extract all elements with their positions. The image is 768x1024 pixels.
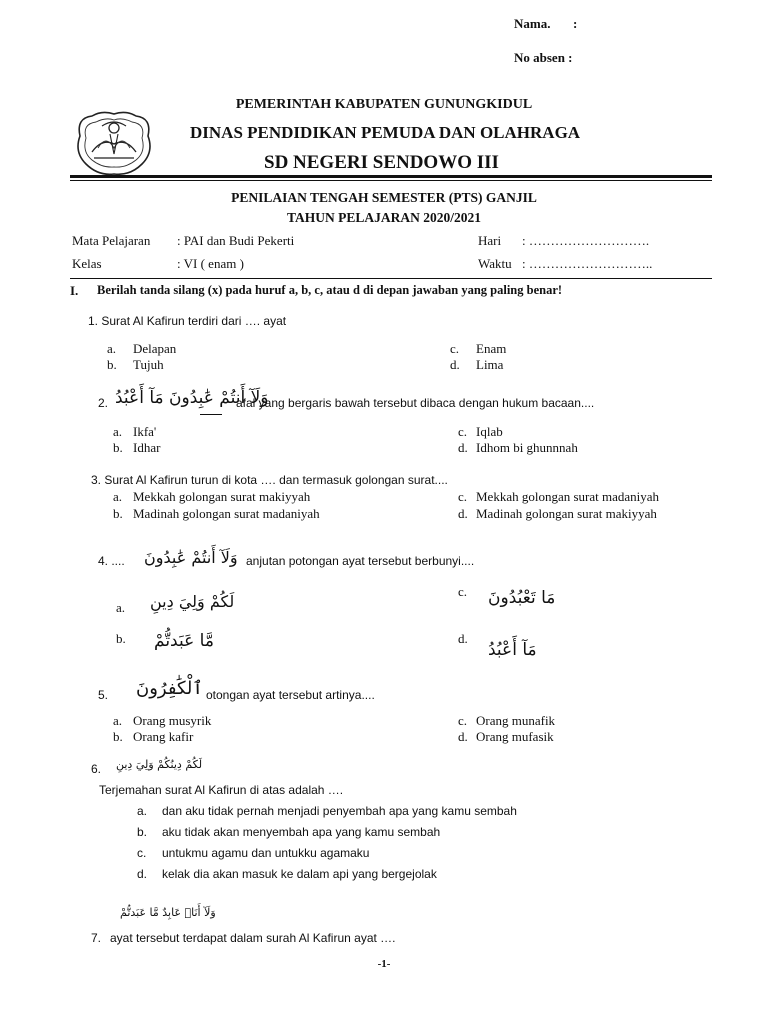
header-rule-thin — [70, 180, 712, 181]
q5-d-label: d. — [458, 729, 468, 744]
q7-text: ayat tersebut terdapat dalam surah Al Kafirun ayat …. — [110, 931, 396, 945]
q5-b-label: b. — [113, 729, 123, 744]
q3-c-label: c. — [458, 489, 468, 504]
header-government: PEMERINTAH KABUPATEN GUNUNGKIDUL — [235, 97, 533, 112]
q5-option-c: Orang munafik — [476, 713, 556, 728]
q2-option-c: Iqlab — [476, 424, 503, 439]
q2-number: 2. — [98, 396, 109, 410]
q3-b-label: b. — [113, 506, 123, 521]
q5-arabic: ٱلْكَٰفِرُونَ — [136, 678, 203, 699]
absen-label: No absen : — [514, 50, 573, 65]
section-number: I. — [70, 283, 79, 298]
q7-number: 7. — [91, 931, 102, 945]
q4-d-label: d. — [458, 631, 468, 646]
q4-c-label: c. — [458, 584, 468, 599]
q3-option-a: Mekkah golongan surat makiyyah — [133, 489, 311, 504]
q6-arabic: لَكُمْ دِينُكُمْ وَلِيَ دِينِ — [116, 758, 203, 771]
header-rule-thick — [70, 175, 712, 178]
q1-option-d: Lima — [476, 357, 504, 372]
q2-option-d: Idhom bi ghunnnah — [476, 440, 578, 455]
q1-option-b: Tujuh — [133, 357, 164, 372]
q2-c-label: c. — [458, 424, 468, 439]
q5-option-a: Orang musyrik — [133, 713, 212, 728]
q3-d-label: d. — [458, 506, 468, 521]
q5-text: otongan ayat tersebut artinya.... — [206, 688, 375, 702]
subject-value: : PAI dan Budi Pekerti — [177, 233, 295, 248]
q3-a-label: a. — [113, 489, 123, 504]
q2-option-a: Ikfa' — [133, 424, 157, 439]
q5-option-b: Orang kafir — [133, 729, 194, 744]
header-school: SD NEGERI SENDOWO III — [264, 152, 499, 173]
q3-option-c: Mekkah golongan surat madaniyah — [476, 489, 660, 504]
q6-option-a: dan aku tidak pernah menjadi penyembah apa yang kamu sembah — [162, 804, 517, 818]
exam-title: PENILAIAN TENGAH SEMESTER (PTS) GANJIL — [231, 190, 537, 205]
day-label: Hari — [478, 233, 502, 248]
subject-label: Mata Pelajaran — [72, 233, 151, 248]
q4-a-label: a. — [116, 600, 126, 615]
q6-text: Terjemahan surat Al Kafirun di atas adalah …. — [99, 783, 344, 797]
name-label: Nama. — [514, 16, 551, 31]
q4-option-d: مَآ أَعْبُدُ — [488, 640, 537, 660]
page-number: -1- — [377, 958, 391, 970]
q4-text: anjutan potongan ayat tersebut berbunyi.... — [246, 554, 475, 568]
class-value: : VI ( enam ) — [177, 256, 244, 271]
q1-d-label: d. — [450, 357, 460, 372]
time-value: : ……………………….. — [522, 256, 653, 271]
time-label: Waktu — [478, 256, 512, 271]
q2-arabic: وَلَآ أَنتُمْ عَٰبِدُونَ مَآ أَعْبُدُ — [115, 388, 269, 408]
class-label: Kelas — [72, 256, 102, 271]
name-colon: : — [573, 16, 578, 31]
q3-option-d: Madinah golongan surat makiyyah — [476, 506, 657, 521]
q4-option-b: مَّا عَبَدتُّمْ — [154, 631, 214, 651]
q5-a-label: a. — [113, 713, 123, 728]
q2-option-b: Idhar — [133, 440, 161, 455]
q5-c-label: c. — [458, 713, 468, 728]
q7-arabic: وَلَآ أَنَا۠ عَابِدٌ مَّا عَبَدتُّمْ — [120, 906, 216, 919]
q2-text: afal yang bergaris bawah tersebut dibaca dengan hukum bacaan.... — [236, 396, 595, 410]
info-rule — [70, 278, 712, 279]
q2-d-label: d. — [458, 440, 468, 455]
q6-number: 6. — [91, 762, 102, 776]
q6-option-c: untukmu agamu dan untukku agamaku — [162, 846, 370, 860]
day-value: : ………………………. — [522, 233, 650, 248]
q4-number: 4. .... — [98, 554, 125, 568]
q1-a-label: a. — [107, 341, 117, 356]
q2-underline — [200, 414, 222, 415]
q6-option-d: kelak dia akan masuk ke dalam api yang bergejolak — [162, 867, 437, 881]
q1-b-label: b. — [107, 357, 117, 372]
question-1: 1. Surat Al Kafirun terdiri dari …. ayat — [88, 314, 287, 328]
question-3: 3. Surat Al Kafirun turun di kota …. dan termasuk golongan surat.... — [91, 473, 448, 487]
q6-d-label: d. — [137, 867, 148, 881]
q1-option-a: Delapan — [133, 341, 177, 356]
q1-c-label: c. — [450, 341, 460, 356]
q3-option-b: Madinah golongan surat madaniyah — [133, 506, 320, 521]
section-instruction: Berilah tanda silang (x) pada huruf a, b, c, atau d di depan jawaban yang paling benar! — [97, 283, 563, 297]
q2-a-label: a. — [113, 424, 123, 439]
q6-b-label: b. — [137, 825, 148, 839]
q1-option-c: Enam — [476, 341, 507, 356]
exam-year: TAHUN PELAJARAN 2020/2021 — [286, 210, 481, 225]
q4-b-label: b. — [116, 631, 126, 646]
q6-a-label: a. — [137, 804, 148, 818]
q6-option-b: aku tidak akan menyembah apa yang kamu sembah — [162, 825, 441, 839]
q5-option-d: Orang mufasik — [476, 729, 554, 744]
header-agency: DINAS PENDIDIKAN PEMUDA DAN OLAHRAGA — [190, 123, 581, 142]
q6-c-label: c. — [137, 846, 147, 860]
regency-logo — [72, 108, 156, 182]
q5-number: 5. — [98, 688, 109, 702]
q4-option-a: لَكُمْ وَلِيَ دِينِ — [150, 592, 235, 611]
q4-arabic: وَلَآ أَنتُمْ عَٰبِدُونَ — [144, 548, 238, 567]
q2-b-label: b. — [113, 440, 123, 455]
q4-option-c: مَا تَعْبُدُونَ — [488, 588, 556, 608]
